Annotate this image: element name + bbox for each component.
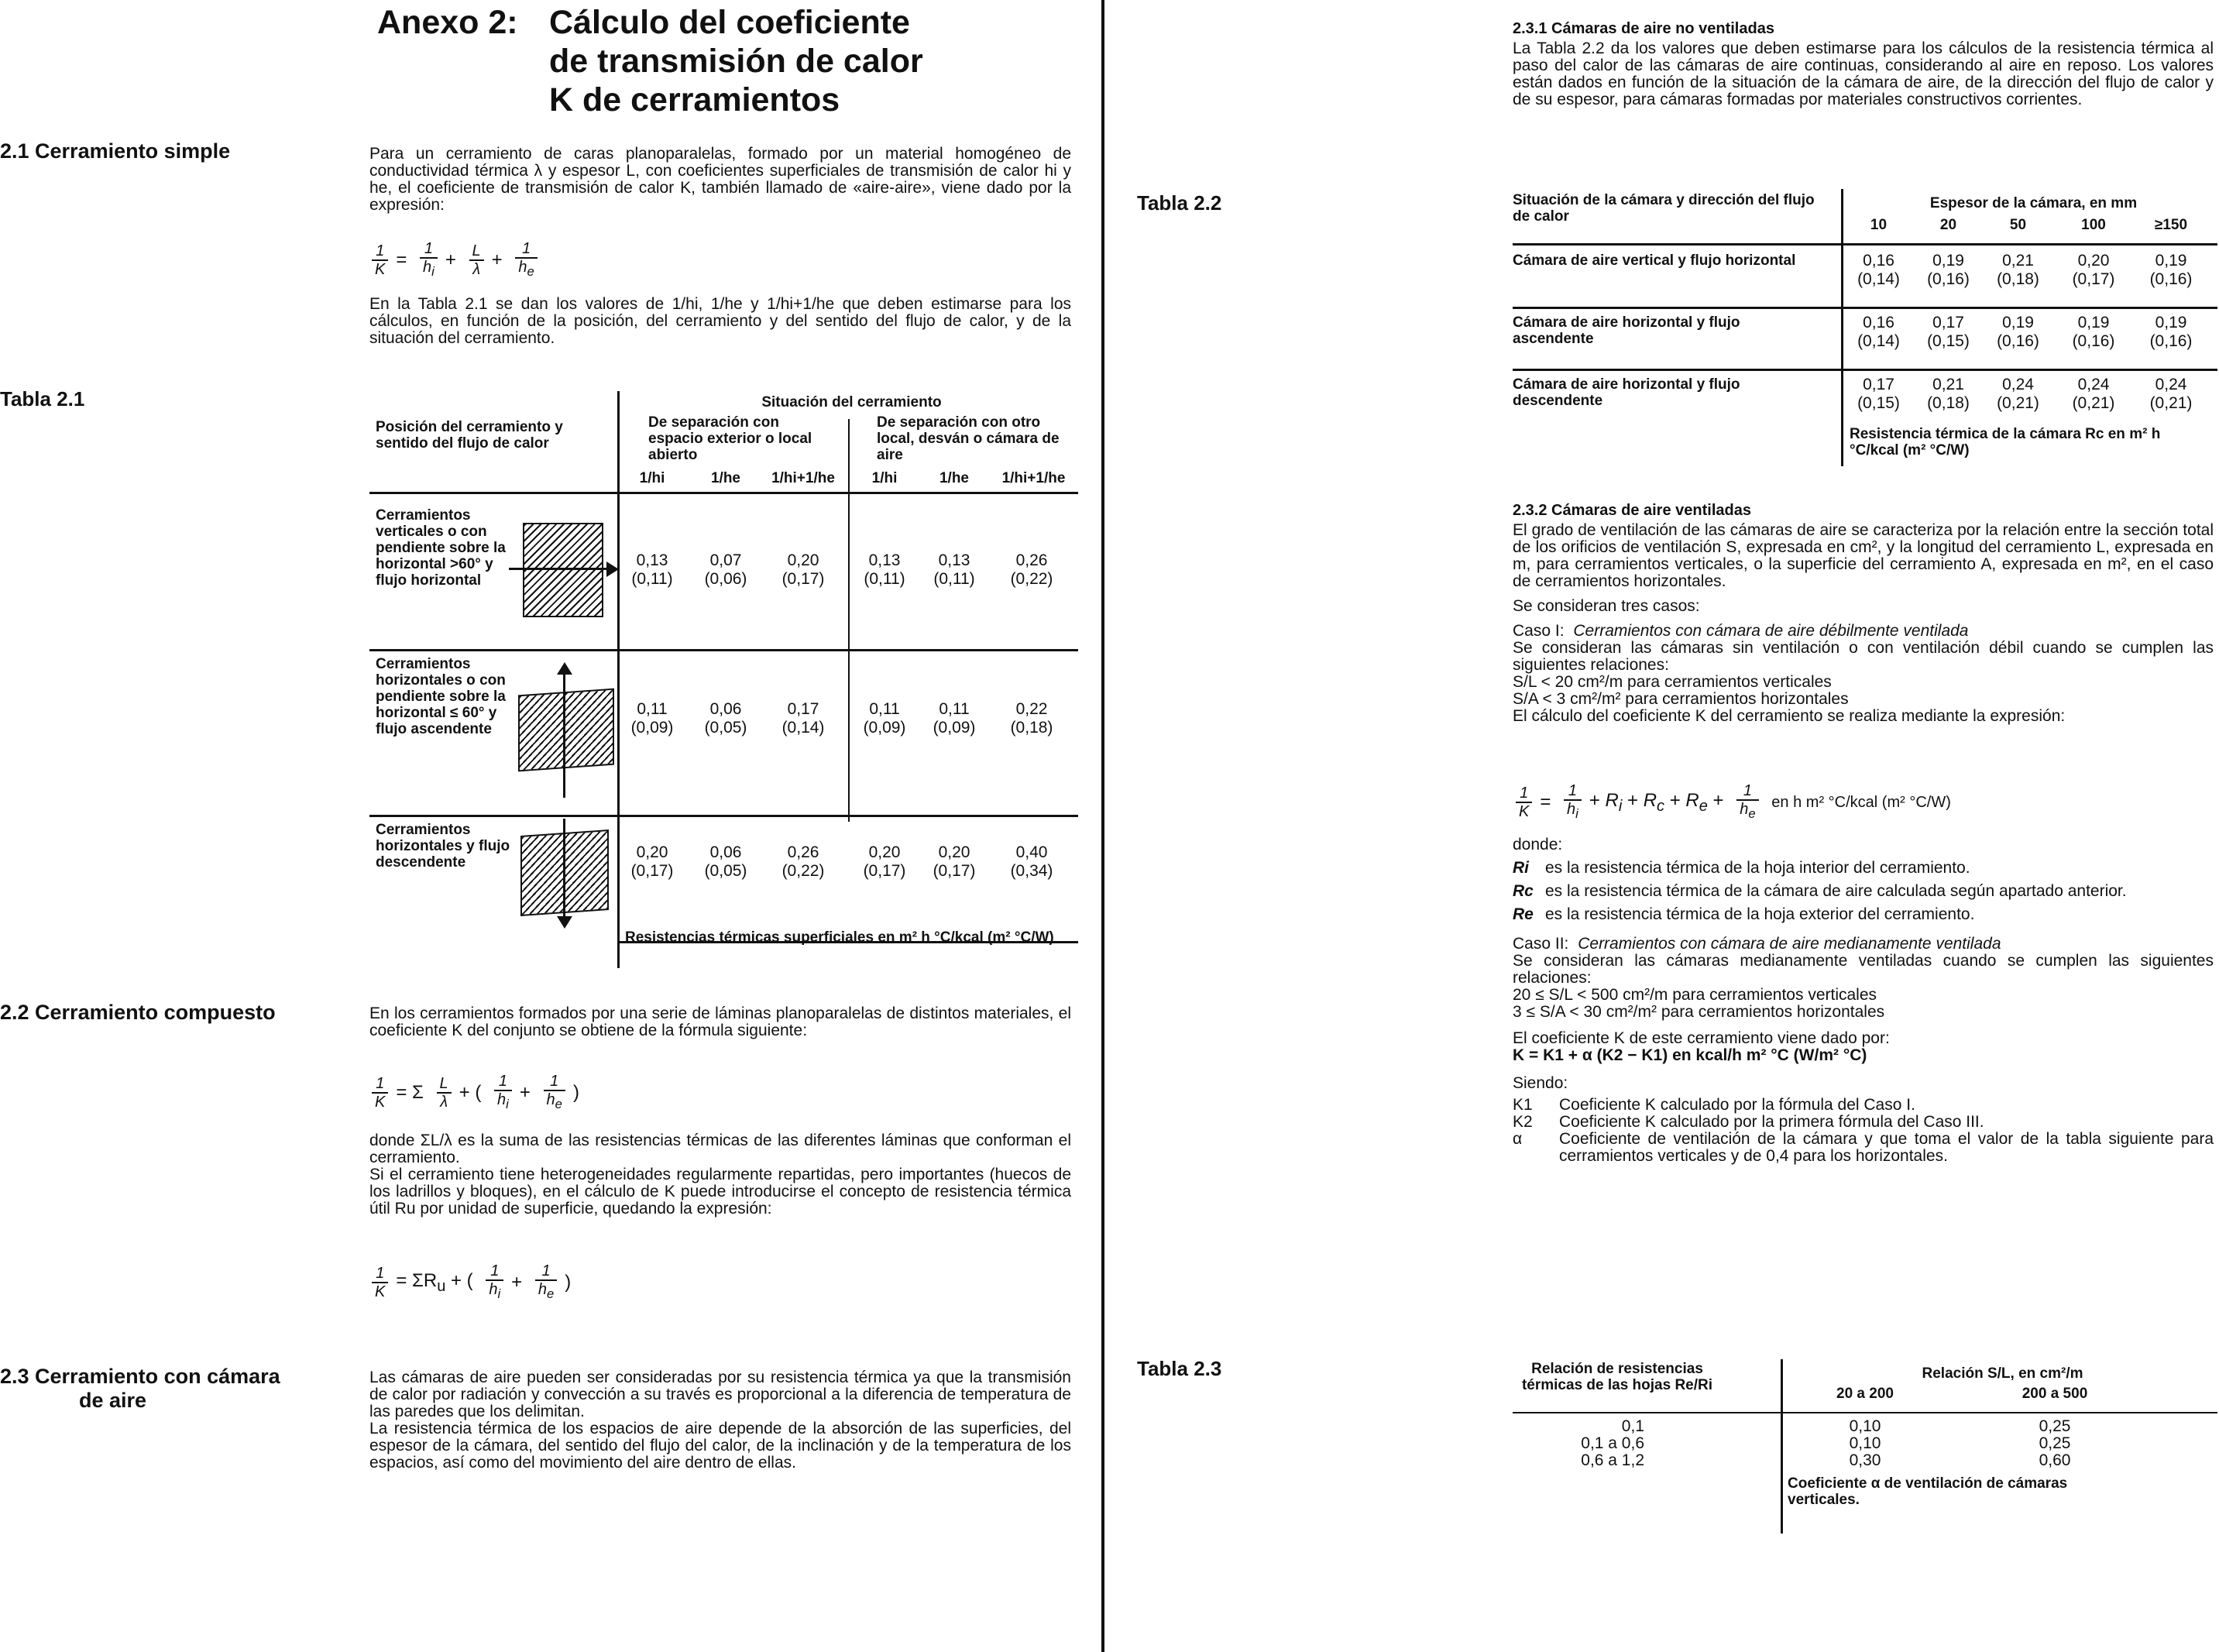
def-rc-symbol: Rc bbox=[1513, 882, 1534, 900]
t23-footer: Coeficiente α de ventilación de cámaras verticales. bbox=[1788, 1475, 2068, 1508]
t23-r3-v2: 0,60 bbox=[2039, 1451, 2071, 1469]
section-2-3-1-paragraph: La Tabla 2.2 da los valores que deben estimarse para los cálculos de la resistencia térmica al paso del calor de las cámaras de aire continuas, considerando al aire en reposo. Los valores están dados en función de la situación de la cámara de aire, de la dirección del flujo de calor y de su espesor, para cámaras formadas por materiales constructivos corrientes. bbox=[1513, 39, 2214, 108]
section-2-2-paragraph-3: Si el cerramiento tiene heterogeneidades regularmente repartidas, pero importantes (huecos de los ladrillos y bloques), en el cálculo de K puede introducirse el concepto de resistencia térmica útil Ru por unidad de superficie, quedando la expresión: bbox=[369, 1166, 1071, 1218]
t21-r3-p4: (0,17) bbox=[863, 862, 906, 880]
section-2-3-paragraph-1: Las cámaras de aire pueden ser consideradas por su resistencia térmica ya que la transmisión de calor por radiación y convección a su través es proporcional a la diferencia de temperatura de las paredes que los delimitan. bbox=[369, 1369, 1071, 1420]
t21-col-2: 1/he bbox=[710, 470, 741, 486]
t22-header-left: Situación de la cámara y dirección del flujo de calor bbox=[1513, 192, 1815, 225]
t22-r3-v1: 0,17 bbox=[1863, 376, 1894, 393]
siendo-alpha-symbol: α bbox=[1513, 1130, 1523, 1148]
t21-r3-p1: (0,17) bbox=[630, 862, 674, 880]
formula-simple: $\frac{1}{K}$ = $\frac{1}{h_i}$ + $\frac{L}{\lambda}$ + $\frac{1}{h_e}$ bbox=[369, 240, 541, 280]
section-2-3-2-paragraph-1: El grado de ventilación de las cámaras de aire se caracteriza por la relación entre la sección total de los orificios de ventilación S, expresada en cm², y la longitud del cerramiento L, expresada en m, para cerramientos verticales, o la superficie del cerramiento A, expresada en m², en el caso de cerramientos horizontales. bbox=[1513, 521, 2214, 590]
annex-title-text: Cálculo del coeficiente de transmisión de calor K de cerramientos bbox=[549, 4, 923, 118]
section-2-2-label: 2.2 Cerramiento compuesto bbox=[0, 1001, 276, 1024]
t21-r1-p1: (0,11) bbox=[631, 570, 673, 588]
tabla-2-2 bbox=[1513, 189, 2217, 476]
t22-r2-p3: (0,16) bbox=[1997, 332, 2039, 350]
siendo-k2-symbol: K2 bbox=[1513, 1113, 1533, 1131]
section-2-1-label: 2.1 Cerramiento simple bbox=[0, 139, 231, 163]
formula-caso-1-units: en h m² °C/kcal (m² °C/W) bbox=[1771, 794, 1951, 811]
t21-col-5: 1/he bbox=[939, 470, 970, 486]
t22-r2-p4: (0,16) bbox=[2072, 332, 2115, 350]
section-2-2-paragraph-1: En los cerramientos formados por una serie de láminas planoparalelas de distintos materiales, el coeficiente K del conjunto se obtiene de la fórmula siguiente: bbox=[369, 1005, 1071, 1039]
def-ri-symbol: Ri bbox=[1513, 859, 1529, 877]
def-rc bbox=[1513, 883, 2214, 900]
t22-r3-p4: (0,21) bbox=[2072, 394, 2115, 412]
t21-r2-p1: (0,09) bbox=[630, 719, 674, 737]
siendo-alpha-text: Coeficiente de ventilación de la cámara y que toma el valor de la tabla siguiente para cerramientos verticales y de 0,4 para los horizontales. bbox=[1559, 1130, 2214, 1165]
t22-r3-v3: 0,24 bbox=[2002, 376, 2034, 393]
t22-col-4: 100 bbox=[2081, 217, 2106, 233]
section-2-3-1-heading: 2.3.1 Cámaras de aire no ventiladas bbox=[1513, 20, 1774, 37]
caso-2-subtitle: Cerramientos con cámara de aire medianamente ventilada bbox=[1578, 935, 2001, 953]
caso-1-title-line bbox=[1513, 623, 2214, 640]
def-re bbox=[1513, 906, 2214, 923]
formula-compuesto: $\frac{1}{K}$ = Σ $\frac{L}{\lambda}$ + ( $\frac{1}{h_i}$ + $\frac{1}{h_e}$ ) bbox=[369, 1073, 584, 1113]
caso-1-line-4: El cálculo del coeficiente K del cerramiento se realiza mediante la expresión: bbox=[1513, 707, 2066, 725]
t22-r3-v5: 0,24 bbox=[2155, 376, 2187, 393]
t21-r2-p4: (0,09) bbox=[863, 719, 906, 737]
t23-r1-v2: 0,25 bbox=[2039, 1417, 2071, 1435]
siendo-k1 bbox=[1513, 1097, 2214, 1114]
definitions-block bbox=[1513, 836, 2214, 1165]
siendo-label: Siendo: bbox=[1513, 1074, 1568, 1092]
caso-2-title-line bbox=[1513, 936, 2214, 953]
tabla-2-3 bbox=[1513, 1359, 2217, 1537]
t21-r1-v4: 0,13 bbox=[868, 551, 901, 569]
t22-r1-p1: (0,14) bbox=[1857, 270, 1900, 288]
t22-row-2-label: Cámara de aire horizontal y flujo ascendente bbox=[1513, 314, 1740, 347]
downward-flow-arrow-icon bbox=[563, 819, 565, 918]
t21-header-posicion: Posición del cerramiento y sentido del flujo de calor bbox=[376, 419, 563, 452]
t21-r3-p3: (0,22) bbox=[781, 862, 825, 880]
t22-r2-v3: 0,19 bbox=[2002, 314, 2034, 331]
t21-r2-v6: 0,22 bbox=[1015, 700, 1048, 718]
t22-col-5: ≥150 bbox=[2154, 217, 2188, 233]
formula-caso-1: $\frac{1}{K}$ = $\frac{1}{h_i}$ + $R_i + R_c + R_e$ + $\frac{1}{h_e}$ en h m² °C/kcal (m² °C/W) bbox=[1513, 782, 1951, 823]
t21-r3-v1: 0,20 bbox=[636, 843, 668, 861]
t21-row-2-label: Cerramientos horizontales o con pendiente sobre la horizontal ≤ 60° y flujo ascendente bbox=[376, 656, 506, 737]
t22-r2-p2: (0,15) bbox=[1927, 332, 1970, 350]
t21-r3-v2: 0,06 bbox=[709, 843, 742, 861]
def-re-text: es la resistencia térmica de la hoja exterior del cerramiento. bbox=[1545, 905, 1975, 923]
t21-r3-p6: (0,34) bbox=[1010, 862, 1053, 880]
t22-r3-v4: 0,24 bbox=[2077, 376, 2110, 393]
t22-r2-p1: (0,14) bbox=[1857, 332, 1900, 350]
t22-r1-p4: (0,17) bbox=[2072, 270, 2115, 288]
t21-r1-p5: (0,11) bbox=[933, 570, 975, 588]
caso-2-line-1: Se consideran las cámaras medianamente ventiladas cuando se cumplen las siguientes relaciones: bbox=[1513, 952, 2214, 987]
t21-col-4: 1/hi bbox=[871, 470, 898, 486]
t22-r3-v2: 0,21 bbox=[1932, 376, 1964, 393]
t23-col-2: 200 a 500 bbox=[2021, 1386, 2088, 1402]
t22-r1-v2: 0,19 bbox=[1932, 252, 1964, 270]
t23-row-3-label: 0,6 a 1,2 bbox=[1581, 1451, 1644, 1469]
caso-1-subtitle: Cerramientos con cámara de aire débilmente ventilada bbox=[1573, 622, 1969, 640]
t21-r3-v4: 0,20 bbox=[868, 843, 901, 861]
t22-row-1-label: Cámara de aire vertical y flujo horizontal bbox=[1513, 252, 1796, 269]
t21-r2-v2: 0,06 bbox=[709, 700, 742, 718]
caso-1-line-1: Se consideran las cámaras sin ventilación o con ventilación débil cuando se cumplen las siguientes relaciones: bbox=[1513, 639, 2214, 674]
tabla-2-1-label: Tabla 2.1 bbox=[0, 387, 85, 410]
horizontal-slab-hatch-icon bbox=[518, 689, 614, 772]
section-2-2-paragraph-2: donde ΣL/λ es la suma de las resistencias térmicas de las diferentes láminas que conforman el cerramiento. bbox=[369, 1132, 1071, 1166]
annex-number: Anexo 2: bbox=[377, 4, 518, 41]
t21-col-3: 1/hi+1/he bbox=[771, 470, 835, 486]
t22-r2-v1: 0,16 bbox=[1863, 314, 1894, 331]
t23-r2-v1: 0,10 bbox=[1849, 1434, 1881, 1452]
def-re-symbol: Re bbox=[1513, 905, 1534, 923]
t21-r1-v1: 0,13 bbox=[636, 551, 668, 569]
def-ri bbox=[1513, 860, 2214, 877]
horizontal-flow-arrow-icon bbox=[509, 568, 610, 570]
t22-col-3: 50 bbox=[2009, 217, 2027, 233]
t23-header-left: Relación de resistencias térmicas de las hojas Re/Ri bbox=[1521, 1361, 1713, 1393]
section-2-1-paragraph-1: Para un cerramiento de caras planoparalelas, formado por un material homogéneo de conductividad térmica λ y espesor L, con coeficientes superficiales de transmisión de calor hi y he, el coeficiente de transmisión de calor K, también llamado de «aire-aire», viene dado por la expresión: bbox=[369, 145, 1071, 214]
t21-r1-v2: 0,07 bbox=[709, 551, 742, 569]
t21-row-1-label: Cerramientos verticales o con pendiente sobre la horizontal >60° y flujo horizontal bbox=[376, 507, 506, 589]
t22-r1-p3: (0,18) bbox=[1997, 270, 2039, 288]
t22-r1-v1: 0,16 bbox=[1863, 252, 1894, 270]
t21-r3-p5: (0,17) bbox=[933, 862, 976, 880]
caso-2-k-formula: K = K1 + α (K2 − K1) en kcal/h m² °C (W/m² °C) bbox=[1513, 1046, 1867, 1064]
t21-r1-v5: 0,13 bbox=[938, 551, 970, 569]
t21-r2-p3: (0,14) bbox=[781, 719, 825, 737]
caso-2-line-2: 20 ≤ S/L < 500 cm²/m para cerramientos verticales bbox=[1513, 986, 1877, 1004]
t21-r1-p6: (0,22) bbox=[1010, 570, 1053, 588]
t22-r1-v3: 0,21 bbox=[2002, 252, 2034, 270]
siendo-alpha bbox=[1513, 1131, 2214, 1165]
caso-2-k-intro: El coeficiente K de este cerramiento viene dado por: bbox=[1513, 1029, 1890, 1047]
t22-row-3-label: Cámara de aire horizontal y flujo descendente bbox=[1513, 376, 1740, 409]
donde-label: donde: bbox=[1513, 836, 1563, 853]
t21-r2-p5: (0,09) bbox=[933, 719, 976, 737]
t21-r1-p3: (0,17) bbox=[781, 570, 825, 588]
t22-r1-p2: (0,16) bbox=[1927, 270, 1970, 288]
t22-r2-p5: (0,16) bbox=[2149, 332, 2193, 350]
t21-r3-v5: 0,20 bbox=[938, 843, 970, 861]
t21-r3-v6: 0,40 bbox=[1015, 843, 1048, 861]
caso-2-title: Caso II: bbox=[1513, 935, 1569, 953]
t21-header-sep2: De separación con otro local, desván o cámara de aire bbox=[877, 414, 1060, 463]
t23-row-2-label: 0,1 a 0,6 bbox=[1581, 1434, 1644, 1452]
t21-header-situacion: Situación del cerramiento bbox=[761, 394, 942, 410]
t21-row-3-label: Cerramientos horizontales y flujo descendente bbox=[376, 822, 510, 871]
t23-row-1-label: 0,1 bbox=[1621, 1417, 1644, 1435]
t21-r1-p4: (0,11) bbox=[864, 570, 905, 588]
t21-r2-v3: 0,17 bbox=[787, 700, 819, 718]
t23-r3-v1: 0,30 bbox=[1849, 1451, 1881, 1469]
t22-r2-v4: 0,19 bbox=[2077, 314, 2110, 331]
t21-r3-p2: (0,05) bbox=[704, 862, 747, 880]
section-2-3-2-paragraph-2: Se consideran tres casos: bbox=[1513, 597, 1700, 615]
t22-r3-p1: (0,15) bbox=[1857, 394, 1900, 412]
t21-r2-p6: (0,18) bbox=[1010, 719, 1053, 737]
t21-footer: Resistencias térmicas superficiales en m² h °C/kcal (m² °C/W) bbox=[625, 929, 1054, 946]
section-2-3-body bbox=[369, 1369, 1071, 1479]
section-2-1-body-2 bbox=[369, 296, 1071, 355]
t22-r2-v2: 0,17 bbox=[1932, 314, 1964, 331]
t22-r1-p5: (0,16) bbox=[2149, 270, 2193, 288]
t22-r2-v5: 0,19 bbox=[2155, 314, 2187, 331]
t23-r2-v2: 0,25 bbox=[2039, 1434, 2071, 1452]
section-2-2-body-2 bbox=[369, 1132, 1071, 1225]
siendo-k1-symbol: K1 bbox=[1513, 1096, 1533, 1114]
def-rc-text: es la resistencia térmica de la cámara de aire calculada según apartado anterior. bbox=[1545, 882, 2127, 900]
section-2-3-2-body bbox=[1513, 522, 2214, 725]
siendo-k2 bbox=[1513, 1114, 2214, 1131]
formula-resistencia-util: $\frac{1}{K}$ = $\Sigma R_u$ + ( $\frac{1}{h_i}$ + $\frac{1}{h_e}$ ) bbox=[369, 1262, 575, 1303]
t22-r1-v5: 0,19 bbox=[2155, 252, 2187, 270]
section-2-3-paragraph-2: La resistencia térmica de los espacios de aire depende de la absorción de las superficies, del espesor de la cámara, del sentido del flujo del calor, de la inclinación y de la temperatura de los espacios, así como del movimiento del aire dentro de ellas. bbox=[369, 1420, 1071, 1472]
upward-flow-arrow-icon bbox=[563, 670, 565, 798]
page-spine bbox=[1101, 0, 1104, 1652]
t21-r3-v3: 0,26 bbox=[787, 843, 819, 861]
t22-col-2: 20 bbox=[1939, 217, 1957, 233]
t21-r2-p2: (0,05) bbox=[704, 719, 747, 737]
def-ri-text: es la resistencia térmica de la hoja interior del cerramiento. bbox=[1545, 859, 1970, 877]
tabla-2-3-label: Tabla 2.3 bbox=[1137, 1357, 1222, 1380]
section-2-1-paragraph-2: En la Tabla 2.1 se dan los valores de 1/hi, 1/he y 1/hi+1/he que deben estimarse para los cálculos, en función de la posición, del cerramiento y del sentido del flujo de calor, y de la situación del cerramiento. bbox=[369, 295, 1071, 347]
vertical-wall-hatch-icon bbox=[523, 523, 603, 617]
t23-r1-v1: 0,10 bbox=[1849, 1417, 1881, 1435]
t22-header-right: Espesor de la cámara, en mm bbox=[1929, 195, 2138, 211]
t21-col-1: 1/hi bbox=[639, 470, 665, 486]
caso-2-line-3: 3 ≤ S/A < 30 cm²/m² para cerramientos horizontales bbox=[1513, 1003, 1885, 1021]
tabla-2-2-label: Tabla 2.2 bbox=[1137, 191, 1222, 215]
tabla-2-1 bbox=[369, 391, 1078, 995]
t21-r1-p2: (0,06) bbox=[704, 570, 747, 588]
section-2-3-label-line-2: de aire bbox=[79, 1389, 147, 1412]
section-2-1-body bbox=[369, 146, 1071, 222]
caso-1-line-2: S/L < 20 cm²/m para cerramientos verticales bbox=[1513, 673, 1832, 691]
t22-footer: Resistencia térmica de la cámara Rc en m² h °C/kcal (m² °C/W) bbox=[1850, 426, 2161, 459]
t21-r1-v3: 0,20 bbox=[787, 551, 819, 569]
siendo-k2-text: Coeficiente K calculado por la primera fórmula del Caso III. bbox=[1559, 1113, 1984, 1131]
section-2-3-label-line-1: 2.3 Cerramiento con cámara bbox=[0, 1365, 280, 1388]
section-2-3-label bbox=[0, 1365, 280, 1413]
t21-r1-v6: 0,26 bbox=[1015, 551, 1048, 569]
t22-r1-v4: 0,20 bbox=[2077, 252, 2110, 270]
t21-header-sep1: De separación con espacio exterior o local abierto bbox=[648, 414, 812, 463]
t21-r2-v4: 0,11 bbox=[869, 700, 900, 718]
t21-r2-v1: 0,11 bbox=[637, 700, 668, 718]
caso-1-title: Caso I: bbox=[1513, 622, 1565, 640]
siendo-k1-text: Coeficiente K calculado por la fórmula del Caso I. bbox=[1559, 1096, 1915, 1114]
t23-header-right: Relación S/L, en cm²/m bbox=[1922, 1365, 2083, 1382]
t22-r3-p5: (0,21) bbox=[2149, 394, 2193, 412]
section-2-3-1-body bbox=[1513, 40, 2214, 116]
t23-col-1: 20 a 200 bbox=[1836, 1386, 1894, 1402]
t21-r2-v5: 0,11 bbox=[939, 700, 970, 718]
section-2-3-2-heading: 2.3.2 Cámaras de aire ventiladas bbox=[1513, 502, 1751, 519]
t22-col-1: 10 bbox=[1870, 217, 1888, 233]
t22-r3-p3: (0,21) bbox=[1997, 394, 2039, 412]
caso-1-line-3: S/A < 3 cm²/m² para cerramientos horizontales bbox=[1513, 690, 1849, 708]
section-2-2-body bbox=[369, 1005, 1071, 1047]
t22-r3-p2: (0,18) bbox=[1927, 394, 1970, 412]
t21-col-6: 1/hi+1/he bbox=[1001, 470, 1066, 486]
